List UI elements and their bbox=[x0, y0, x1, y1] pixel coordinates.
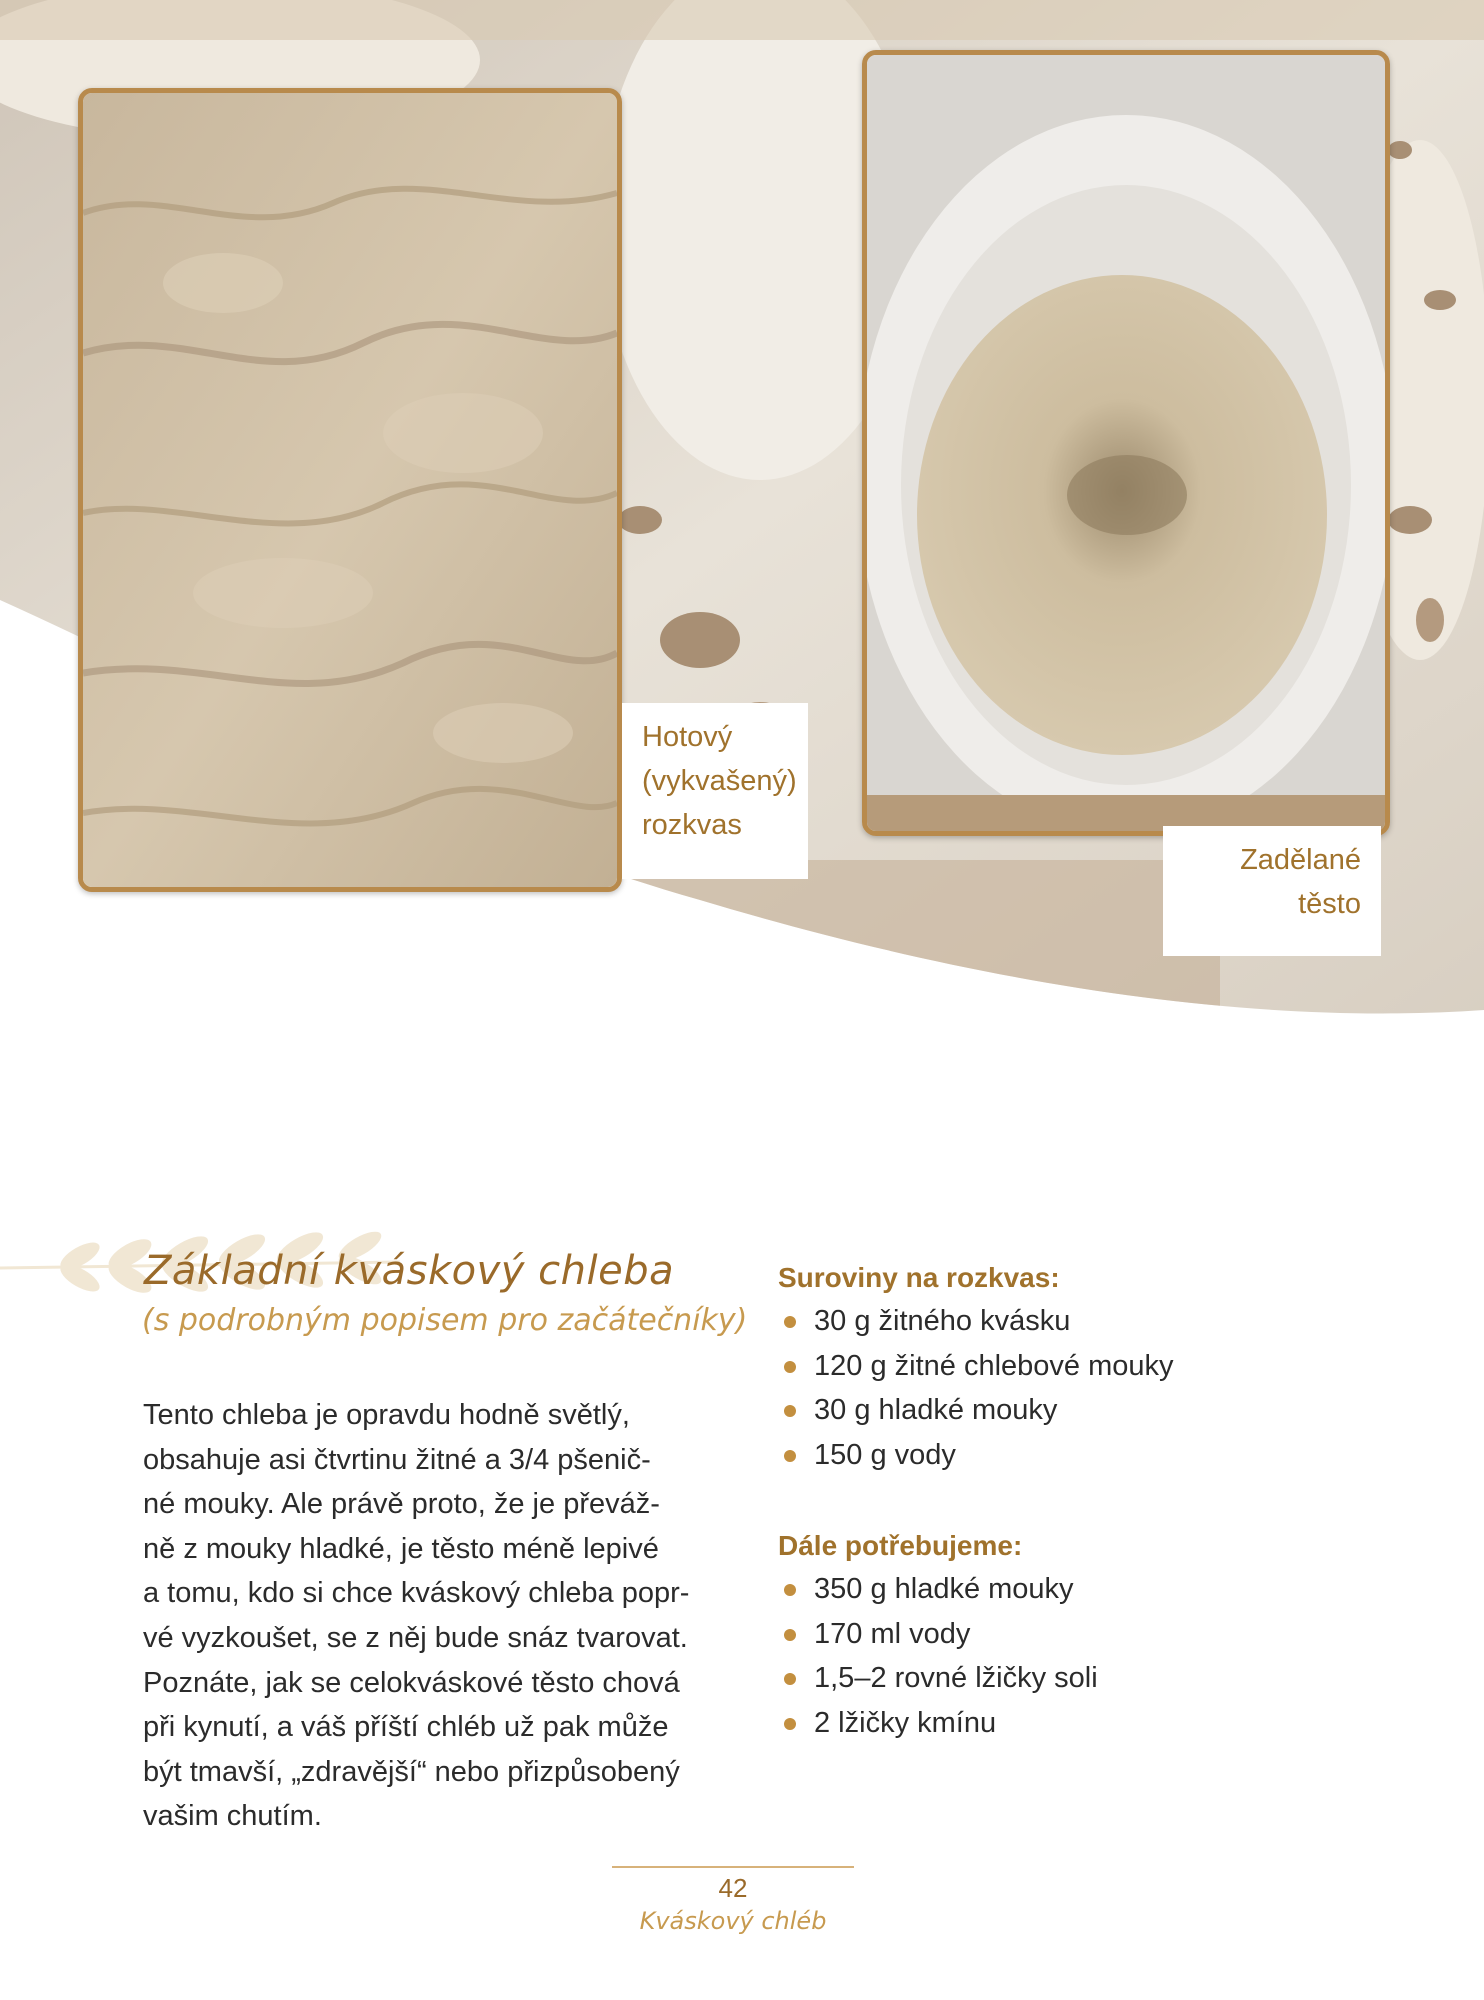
bullet-icon bbox=[784, 1584, 796, 1596]
footer-section-label: Kváskový chléb bbox=[639, 1907, 827, 1935]
bullet-icon bbox=[784, 1361, 796, 1373]
ingredient-text: 150 g vody bbox=[814, 1438, 956, 1471]
caption-line: Zadělané bbox=[1240, 844, 1361, 876]
intro-line: být tmavší, „zdravější“ nebo přizpůsobený bbox=[143, 1755, 680, 1788]
caption-line: Hotový bbox=[642, 721, 733, 753]
dough-photo-caption bbox=[622, 703, 808, 879]
bullet-icon bbox=[784, 1718, 796, 1730]
ingredient-text: 170 ml vody bbox=[814, 1617, 971, 1650]
starter-ingredients-list bbox=[780, 1299, 1174, 1477]
intro-line: ně z mouky hladké, je těsto méně lepivé bbox=[143, 1532, 659, 1565]
more-ingredients-heading: Dále potřebujeme: bbox=[778, 1530, 1023, 1561]
ingredient-text: 120 g žitné chlebové mouky bbox=[814, 1349, 1174, 1382]
bullet-icon bbox=[784, 1673, 796, 1685]
bullet-icon bbox=[784, 1316, 796, 1328]
intro-line: při kynutí, a váš příští chléb už pak může bbox=[143, 1711, 669, 1744]
bowl-photo bbox=[862, 50, 1390, 836]
caption-line: (vykvašený) bbox=[642, 765, 797, 797]
intro-line: vašim chutím. bbox=[143, 1800, 322, 1833]
list-item bbox=[780, 1612, 1098, 1657]
bullet-icon bbox=[784, 1405, 796, 1417]
list-item bbox=[780, 1344, 1174, 1389]
list-item bbox=[780, 1567, 1098, 1612]
bowl-photo-caption bbox=[1163, 826, 1381, 956]
dough-texture bbox=[83, 93, 617, 887]
bullet-icon bbox=[784, 1450, 796, 1462]
caption-line: těsto bbox=[1298, 888, 1361, 920]
starter-ingredients-heading: Suroviny na rozkvas: bbox=[778, 1262, 1060, 1293]
list-item bbox=[780, 1388, 1174, 1433]
bullet-icon bbox=[784, 1629, 796, 1641]
page-number: 42 bbox=[718, 1873, 748, 1903]
list-item bbox=[780, 1701, 1098, 1746]
more-ingredients-list bbox=[780, 1567, 1098, 1745]
caption-line: rozkvas bbox=[642, 809, 742, 841]
intro-line: a tomu, kdo si chce kváskový chleba popr- bbox=[143, 1577, 690, 1610]
list-item bbox=[780, 1299, 1174, 1344]
bowl-image bbox=[867, 55, 1385, 831]
intro-line: Poznáte, jak se celokváskové těsto chová bbox=[143, 1666, 680, 1699]
ingredient-text: 350 g hladké mouky bbox=[814, 1573, 1074, 1605]
dough-photo bbox=[78, 88, 622, 892]
recipe-intro bbox=[143, 1393, 703, 1839]
recipe-subtitle: (s podrobným popisem pro začátečníky) bbox=[142, 1303, 748, 1338]
list-item bbox=[780, 1656, 1098, 1701]
footer-divider bbox=[612, 1866, 854, 1868]
intro-line: vé vyzkoušet, se z něj bude snáz tvarovat. bbox=[143, 1621, 688, 1654]
intro-line: Tento chleba je opravdu hodně světlý, bbox=[143, 1399, 630, 1431]
ingredient-text: 30 g žitného kvásku bbox=[814, 1305, 1071, 1337]
list-item bbox=[780, 1433, 1174, 1478]
ingredient-text: 2 lžičky kmínu bbox=[814, 1706, 997, 1739]
recipe-title: Základní kváskový chleba bbox=[144, 1248, 675, 1294]
intro-line: obsahuje asi čtvrtinu žitné a 3/4 pšenič- bbox=[143, 1443, 651, 1476]
intro-line: né mouky. Ale právě proto, že je převáž- bbox=[143, 1488, 660, 1521]
ingredient-text: 1,5–2 rovné lžičky soli bbox=[814, 1662, 1098, 1695]
ingredient-text: 30 g hladké mouky bbox=[814, 1394, 1058, 1427]
